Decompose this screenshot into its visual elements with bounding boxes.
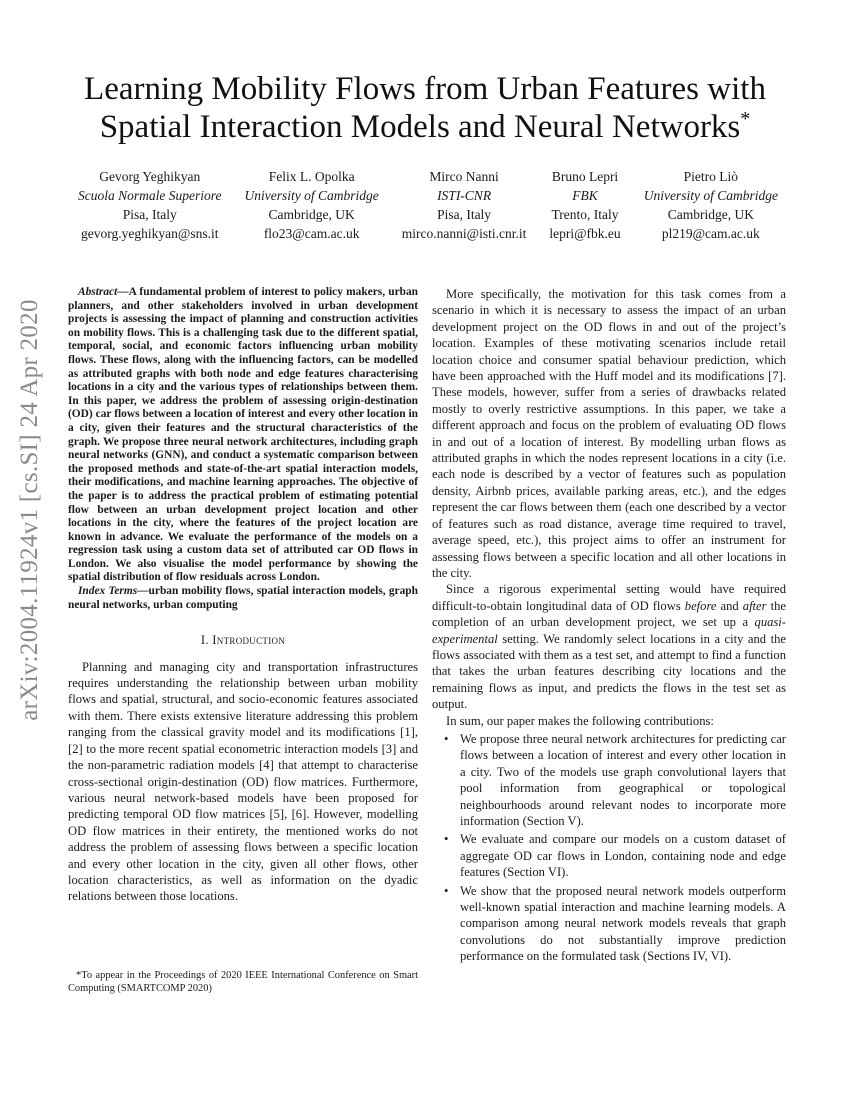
index-terms — [68, 585, 418, 612]
index-terms-text: —urban mobility flows, spatial interaction models, graph neural networks, urban computing — [68, 585, 418, 611]
author-name: Gevorg Yeghikyan — [99, 169, 201, 184]
contribution-text: We propose three neural network architectures for predicting car flows between a location of interest and every other location in a city. Two of the models use graph convolutional layers that pool information from geographical or topological neighbourhoods around relevant nodes to incorporate more information (Section V). — [460, 731, 786, 828]
author-4 — [549, 167, 620, 243]
para2-text-c: the completion of an urban development project, we set up a — [432, 598, 786, 630]
title-line-2 — [60, 108, 790, 146]
author-name: Bruno Lepri — [551, 169, 619, 184]
author-location: Cambridge, UK — [268, 207, 355, 222]
introduction-paragraph-1: Planning and managing city and transportation infrastructures requires understanding the relationship between urban mobility flows and spatial, structural, and socio-economic features associated with them. There exists extensive literature addressing this problem ranging from the classical gravity model and its modifications [1], [2] to the more recent spatial econometric interaction models [3] and the non-parametric radiation models [4] that attempt to characterise cross-sectional origin-destination (OD) flow matrices. Furthermore, various neural network-based models have been proposed for predicting temporal OD flow matrices [5], [6]. However, modelling OD flow matrices in their entirety, the mentioned works do not address the problem of assessing flows between a specific location and every other location in the city, given all other flows, other location characteristics, as well as information on the dyadic relations between those locations. — [68, 659, 418, 904]
para2-emph-before: before — [684, 598, 717, 613]
author-email: flo23@cam.ac.uk — [263, 226, 360, 241]
author-location: Cambridge, UK — [667, 207, 754, 222]
arxiv-identifier-text: arXiv:2004.11924v1 [cs.SI] 24 Apr 2020 — [16, 299, 44, 721]
author-affiliation: University of Cambridge — [244, 188, 379, 203]
abstract-text: —A fundamental problem of interest to policy makers, urban planners, and other stakeholders involved in urban development projects is assessing the impact of planning and construction activities on mobility flows. This is a challenging task due to the different spatial, temporal, social, and economic factors influencing urban mobility flows. These flows, along with the influencing factors, can be modelled as attributed graphs with both node and edge features characterising locations in a city and the various types of relationships between them. In this paper, we address the problem of assessing origin-destination (OD) car flows between a location of interest and every other location in a city, given their features and the structural characteristics of the graph. We propose three neural network architectures, including graph neural networks (GNN), and conduct a systematic comparison between the proposed methods and state-of-the-art spatial interaction models, their modifications, and machine learning approaches. The objective of the paper is to address the practical problem of estimating potential flow between an urban development project location and other locations in the city, where the features of the project location are known in advance. We evaluate the performance of the models on a regression task using a custom data set of attributed car OD flows in London. We also visualise the model performance by showing the spatial distribution of flow residuals across London. — [68, 286, 418, 584]
bullet-icon: • — [444, 832, 449, 847]
contribution-item — [444, 883, 786, 965]
paper-title — [60, 70, 790, 146]
para2-emph-quasi: quasi-experimental — [432, 615, 786, 646]
para2-text-a: Since a rigorous experimental setting would have required difficult-to-obtain longitudinal data of OD flows — [432, 582, 786, 613]
author-affiliation: Scuola Normale Superiore — [78, 188, 222, 203]
author-email: lepri@fbk.eu — [549, 226, 621, 241]
author-affiliation: ISTI-CNR — [437, 188, 492, 203]
right-paragraph-1: More specifically, the motivation for this task comes from a scenario in which it is necessary to assess the impact of an urban development project on the OD flows in and out of the project’s location. Examples of these motivating scenarios include retail location choice and consumer spatial behaviour prediction, which have been approached with the Huff model and its modifications [7]. These models, however, suffer from a series of drawbacks related mostly to overly restrictive assumptions. In this paper, we take a different approach and focus on the problem of evaluating OD flows in and out of a location of interest. By modelling urban flows as attributed graphs in which the nodes represent locations in a city (i.e. each node is described by a vector of features such as population density, Airbnb prices, available parking areas, etc.), and the edges represent the car flows between them (each one described by a vector of features such as road distance, average time required to travel, average speed, etc.), this project aims to offer an instrument for assessing flows between a specific location and all other locations in the city. — [432, 287, 786, 580]
author-email: mirco.nanni@isti.cnr.it — [401, 226, 527, 241]
author-name: Mirco Nanni — [429, 169, 499, 184]
contribution-item — [444, 831, 786, 880]
author-location: Trento, Italy — [551, 207, 619, 222]
contribution-item — [444, 731, 786, 829]
abstract-label: Abstract — [78, 286, 118, 298]
index-terms-label: Index Terms — [78, 585, 138, 598]
author-name: Pietro Liò — [683, 169, 739, 184]
right-paragraph-3: In sum, our paper makes the following contributions: — [446, 713, 714, 728]
contribution-text: We show that the proposed neural network models outperform well-known spatial interaction and machine learning models. A comparison among neural network models reveals that graph convolutions do not substantially improve prediction performance on the formulated task (Sections IV, VI). — [460, 883, 786, 964]
right-column — [432, 286, 786, 967]
author-location: Pisa, Italy — [437, 207, 492, 222]
title-line-2-text: Spatial Interaction Models and Neural Networks — [99, 109, 741, 145]
author-affiliation: FBK — [572, 188, 598, 203]
author-email: gevorg.yeghikyan@sns.it — [81, 226, 219, 241]
bullet-icon: • — [444, 883, 449, 898]
author-email: pl219@cam.ac.uk — [661, 226, 760, 241]
para2-text-b: and — [716, 598, 743, 613]
author-2 — [245, 167, 379, 243]
contribution-text: We evaluate and compare our models on a custom dataset of aggregate OD car flows in London, containing node and edge features (Section VI). — [460, 832, 786, 880]
abstract — [68, 286, 418, 585]
para2-text-d: setting. We randomly select locations in a city and the flows associated with them as a test set, and attempt to find a function that takes the urban features describing city locations and the remaining flows as input, and predicts the flows in the test set as output. — [432, 631, 786, 712]
bullet-icon: • — [444, 731, 449, 746]
title-line-1: Learning Mobility Flows from Urban Features with — [84, 71, 766, 107]
footnote: *To appear in the Proceedings of 2020 IEEE International Conference on Smart Computing (SMARTCOMP 2020) — [68, 970, 418, 994]
left-column — [68, 286, 418, 905]
author-3 — [402, 167, 527, 243]
author-affiliation: University of Cambridge — [643, 188, 778, 203]
section-title: Introduction — [212, 633, 286, 648]
author-name: Felix L. Opolka — [268, 169, 355, 184]
contributions-list — [432, 731, 786, 965]
author-5 — [644, 167, 778, 243]
author-location: Pisa, Italy — [122, 207, 177, 222]
section-number: I. — [200, 633, 209, 648]
author-1 — [78, 167, 221, 243]
author-block — [78, 167, 778, 243]
section-heading-introduction — [68, 632, 418, 648]
arxiv-identifier-stamp — [4, 300, 56, 720]
title-footnote-mark: * — [740, 108, 751, 130]
para2-emph-after: after — [742, 598, 767, 613]
right-paragraph-2 — [432, 581, 786, 712]
